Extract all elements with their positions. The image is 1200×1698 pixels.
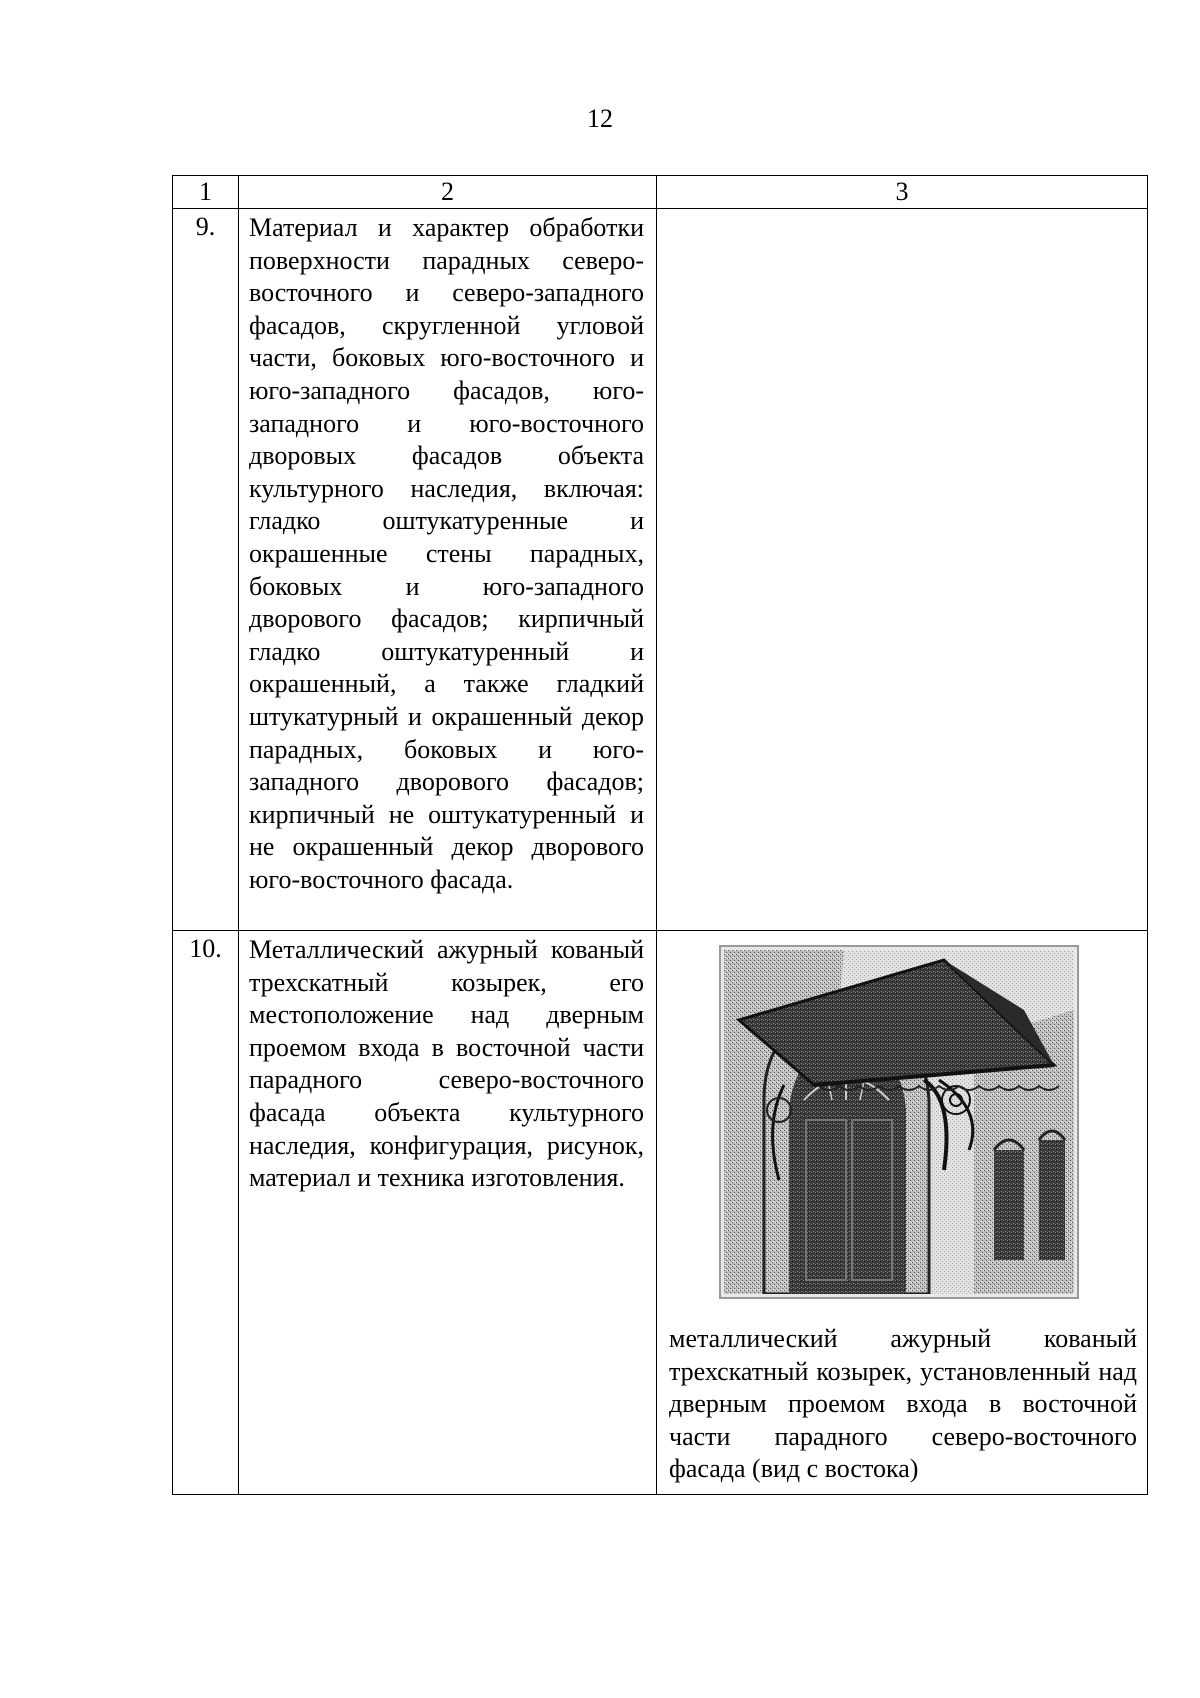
table-header-row — [173, 176, 1148, 209]
header-cell-2: 2 — [239, 176, 657, 209]
canopy-photo — [719, 945, 1079, 1299]
row-number: 9. — [173, 209, 239, 931]
row-illustration-cell — [657, 209, 1148, 931]
page-number: 12 — [587, 104, 613, 133]
header-cell-1: 1 — [173, 176, 239, 209]
row-number: 10. — [173, 931, 239, 1495]
table-row — [173, 931, 1148, 1495]
monument-features-table — [172, 175, 1148, 1495]
header-cell-3: 3 — [657, 176, 1148, 209]
row-description — [239, 931, 657, 1495]
table-row — [173, 209, 1148, 931]
row-illustration-cell — [657, 931, 1148, 1495]
row-description-text: Материал и характер обработки поверхности парадных северо-восточного и северо-западного фасадов, скругленной угловой части, боковых юго-восточного и юго-западного фасадов, юго-западного и юго-восточного дворовых фасадов объекта культурного наследия, включая: гладко оштукатуренные и окрашенные стены парадных, боковых и юго-западного дворового фасадов; кирпичный гладко оштукатуренный и окрашенный, а также гладкий штукатурный и окрашенный декор парадных, боковых и юго-западного дворового фасадов; кирпичный не оштукатуренный и не окрашенный декор дворового юго-восточного фасада. — [249, 213, 644, 894]
row-description — [239, 209, 657, 931]
photo-caption: металлический ажурный кованый трехскатный козырек, установленный над дверным проемом входа в восточной части парадного северо-восточного фасада (вид с востока) — [669, 1324, 1137, 1484]
canopy-photo-image — [724, 950, 1074, 1294]
row-description-text: Металлический ажурный кованый трехскатный козырек, его местоположение над дверным проемом входа в восточной части парадного северо-восточного фасада объекта культурного наследия, конфигурация, рисунок, материал и техника изготовления. — [249, 935, 644, 1193]
